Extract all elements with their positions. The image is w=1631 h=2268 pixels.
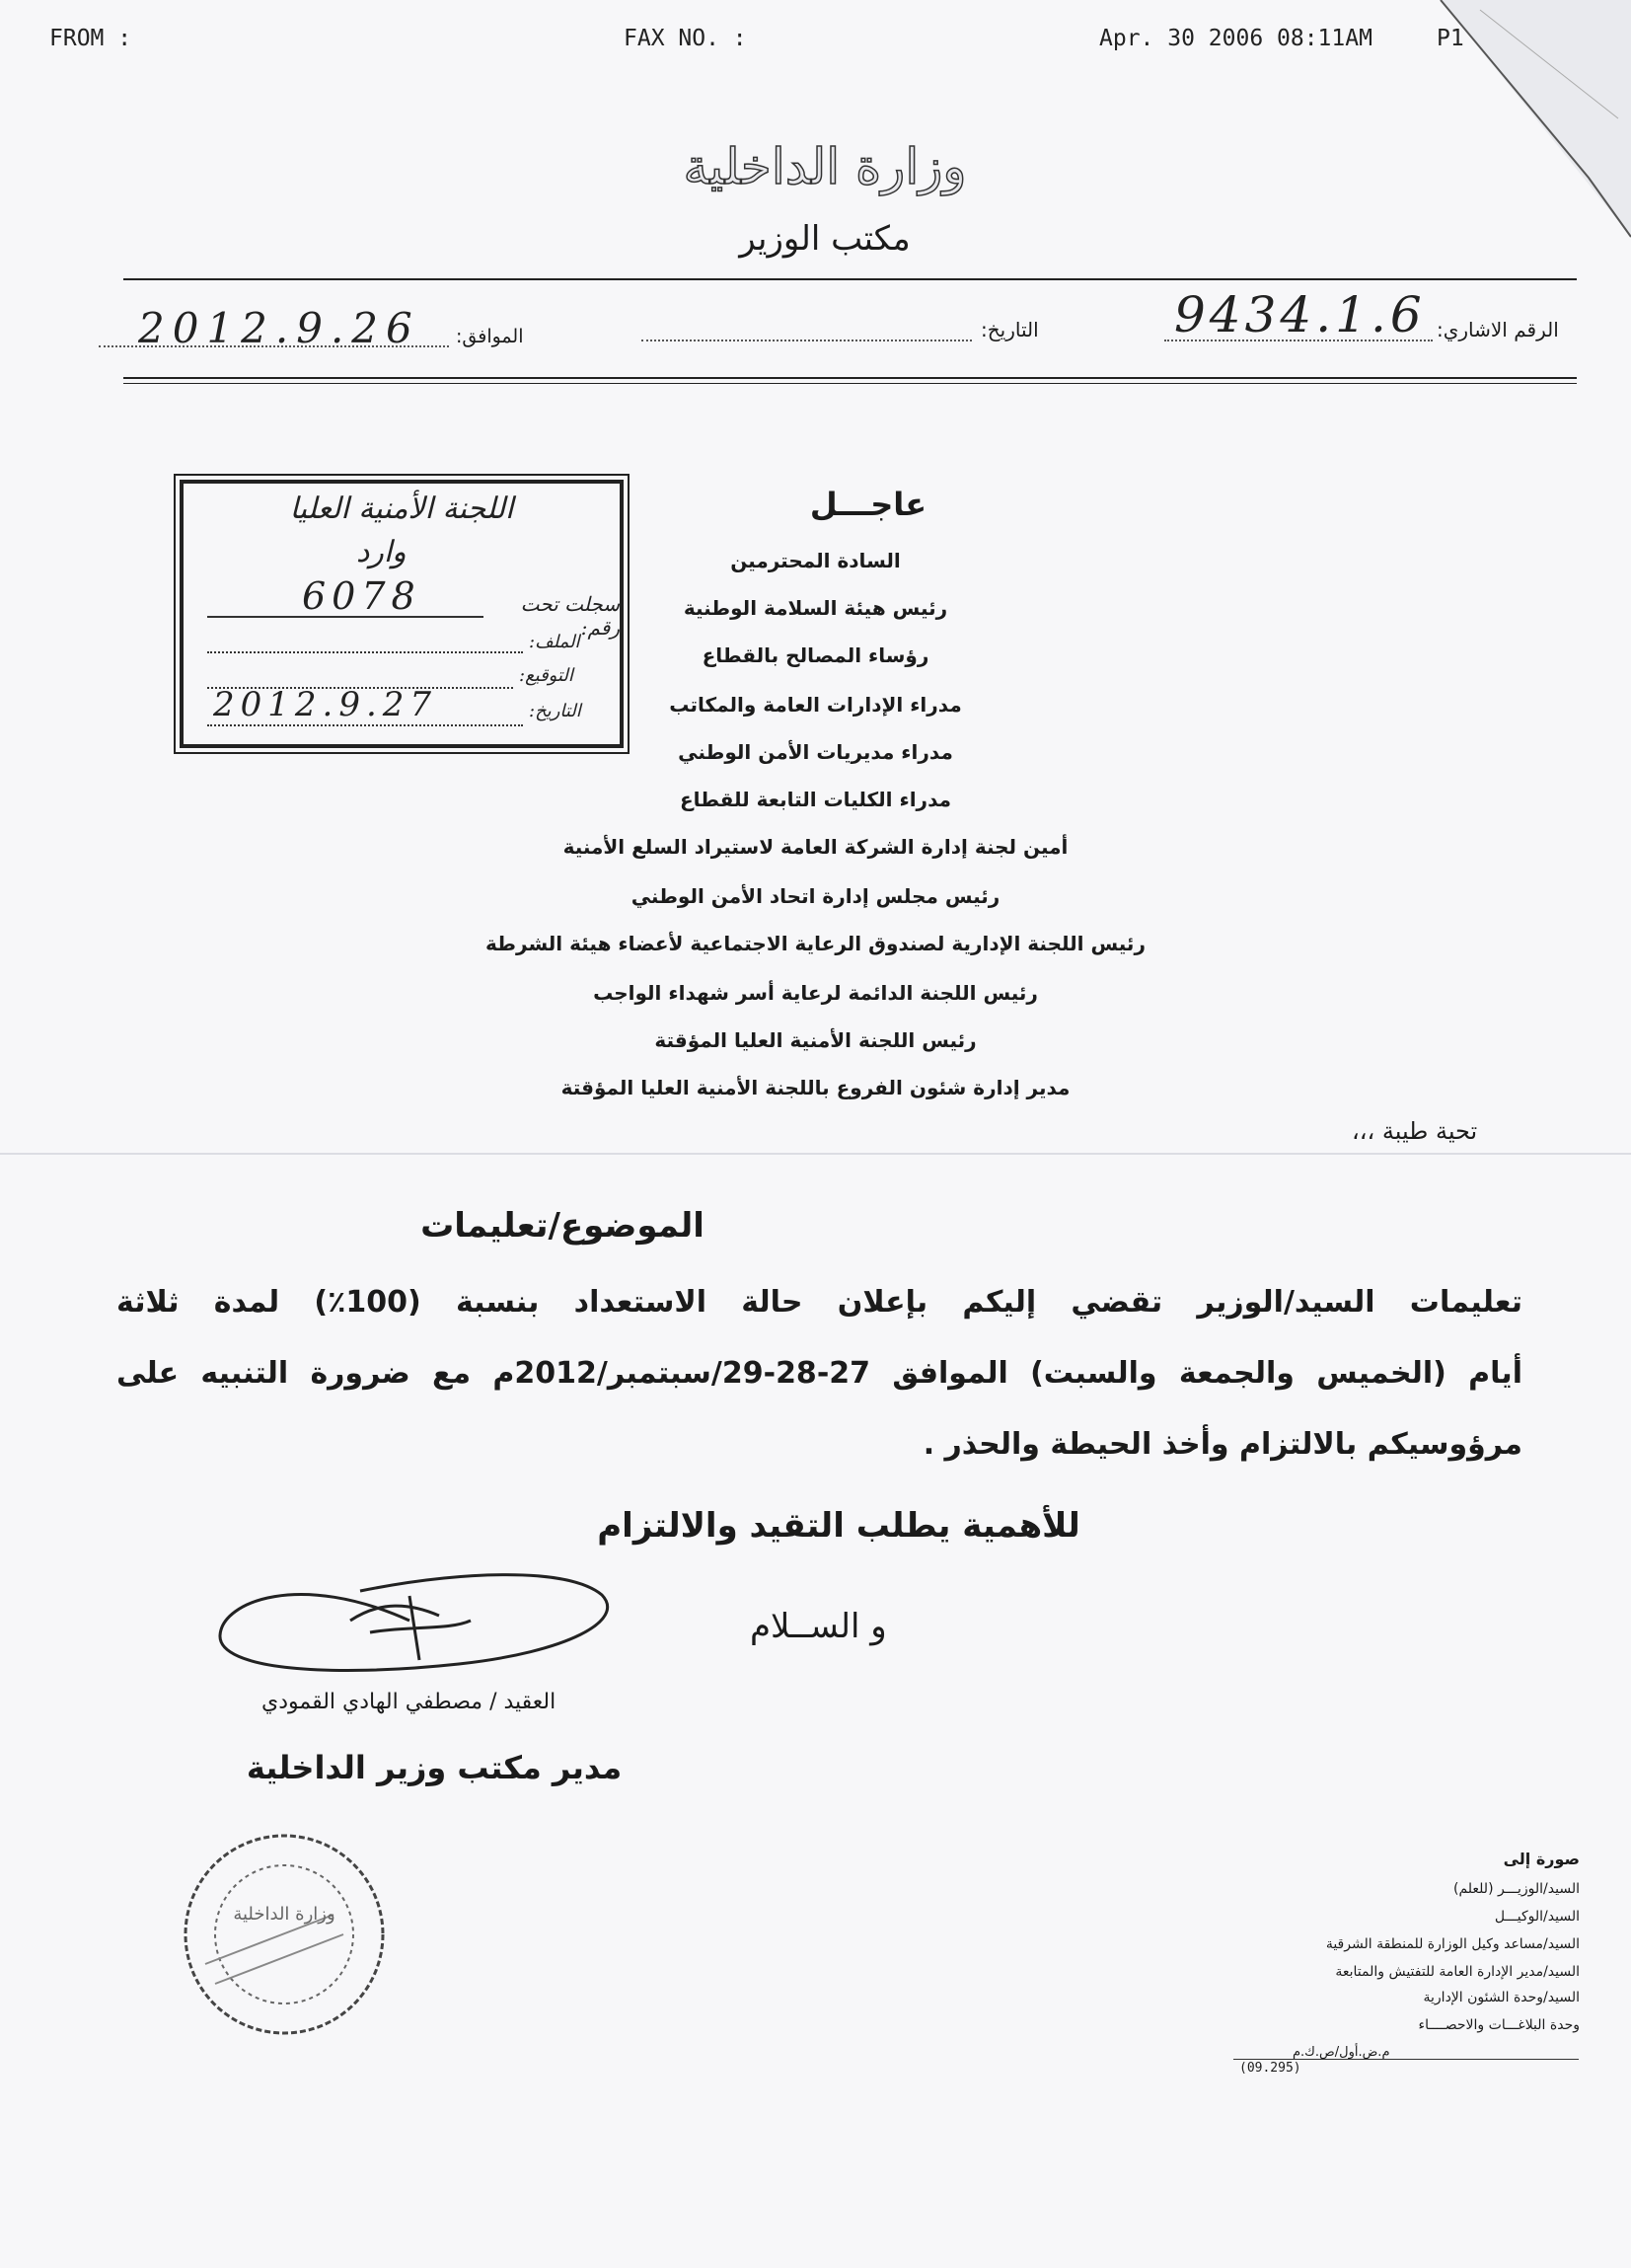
signatory-title: مدير مكتب وزير الداخلية	[246, 1749, 623, 1786]
stamp-title: اللجنة الأمنية العليا	[289, 491, 514, 526]
addressee-line: مدراء مديريات الأمن الوطني	[678, 740, 953, 764]
addressee-line: رئيس اللجنة الأمنية العليا المؤقتة	[654, 1028, 977, 1052]
stamp-date-line	[207, 724, 523, 726]
folded-corner	[1421, 0, 1631, 247]
stamp-date-label: التاريخ:	[529, 701, 581, 721]
body-paragraph-line: أيام (الخميس والجمعة والسبت) الموافق 27-28-29/سبتمبر/2012م مع ضرورة التنبيه على	[116, 1356, 1522, 1391]
addressee-line: السادة المحترمين	[730, 549, 901, 572]
header-rule-bottom	[123, 377, 1577, 379]
addressee-line: مدراء الكليات التابعة للقطاع	[679, 788, 952, 811]
office-name: مكتب الوزير	[739, 219, 911, 259]
addressee-line: أمين لجنة إدارة الشركة العامة لاستيراد السلع الأمنية	[562, 835, 1069, 859]
ref-dots	[1164, 340, 1433, 341]
subject-line: الموضوع/تعليمات	[420, 1206, 704, 1246]
copies-line: السيد/الوزيـــر (للعلم)	[1453, 1881, 1580, 1897]
stamp-sig-label: التوقيع:	[519, 665, 573, 686]
stamp-reg-value: 6078	[302, 574, 421, 618]
addressee-line: مدراء الإدارات العامة والمكاتب	[669, 693, 962, 717]
copies-line: السيد/الوكيـــل	[1494, 1909, 1580, 1925]
stamp-word: وارد	[356, 535, 407, 569]
corresponding-label: الموافق:	[456, 326, 524, 347]
date-dots	[641, 340, 972, 341]
corresponding-value: 2012.9.26	[138, 304, 420, 352]
header-rule-bottom-2	[123, 383, 1577, 384]
signature	[212, 1561, 627, 1690]
body-paragraph-line-last: مرؤوسيكم بالالتزام وأخذ الحيطة والحذر .	[923, 1427, 1522, 1462]
ref-label: الرقم الاشاري:	[1437, 318, 1559, 341]
addressee-line: رؤساء المصالح بالقطاع	[702, 643, 929, 667]
fax-number-label: FAX NO. :	[624, 26, 747, 51]
copies-line: السيد/وحدة الشئون الإدارية	[1423, 1990, 1580, 2005]
copies-footer: م.ض.أول/ص.ك.م	[1293, 2045, 1390, 2060]
fax-page: P1	[1437, 26, 1464, 51]
addressee-line: رئيس هيئة السلامة الوطنية	[683, 596, 948, 620]
copies-header: صورة إلى	[1503, 1850, 1580, 1868]
signatory-name: العقيد / مصطفي الهادي القمودي	[261, 1690, 556, 1714]
addressee-line: مدير إدارة شئون الفروع باللجنة الأمنية العليا المؤقتة	[560, 1076, 1071, 1099]
stamp-file-label: الملف:	[529, 632, 580, 652]
copies-line: وحدة البلاغـــات والاحصــــاء	[1418, 2017, 1580, 2033]
greeting: تحية طيبة ،،،	[1352, 1117, 1478, 1145]
copies-code: (09.295)	[1239, 2061, 1301, 2076]
importance-note: للأهمية يطلب التقيد والالتزام	[597, 1506, 1080, 1546]
stamp-reg-label: سجلت تحت رقم:	[520, 592, 620, 640]
date-label: التاريخ:	[981, 318, 1039, 341]
paper-fold-line	[0, 1153, 1631, 1155]
fax-datetime: Apr. 30 2006 08:11AM	[1099, 26, 1372, 51]
official-seal	[176, 1826, 393, 2043]
seal-text: وزارة الداخلية	[233, 1904, 335, 1925]
addressee-line: رئيس اللجنة الدائمة لرعاية أسر شهداء الواجب	[593, 981, 1038, 1005]
closing: و الســلام	[750, 1607, 887, 1646]
ministry-name: وزارة الداخلية	[683, 138, 967, 195]
copies-footer-rule	[1233, 2059, 1579, 2060]
addressee-line: رئيس مجلس إدارة اتحاد الأمن الوطني	[630, 884, 1001, 908]
copies-line: السيد/مساعد وكيل الوزارة للمنطقة الشرقية	[1325, 1936, 1580, 1952]
fax-from: FROM :	[49, 26, 132, 51]
addressee-line: رئيس اللجنة الإدارية لصندوق الرعاية الاجتماعية لأعضاء هيئة الشرطة	[485, 932, 1146, 955]
stamp-date-value: 2012.9.27	[213, 685, 438, 724]
header-rule-top	[123, 278, 1577, 280]
urgent-label: عاجـــل	[809, 486, 927, 523]
copies-line: السيد/مدير الإدارة العامة للتفتيش والمتابعة	[1335, 1964, 1580, 1980]
body-paragraph-line: تعليمات السيد/الوزير تقضي إليكم بإعلان حالة الاستعداد بنسبة (100٪) لمدة ثلاثة	[116, 1285, 1523, 1320]
corresponding-dots	[99, 345, 449, 347]
ref-value: 9434.1.6	[1174, 286, 1426, 343]
